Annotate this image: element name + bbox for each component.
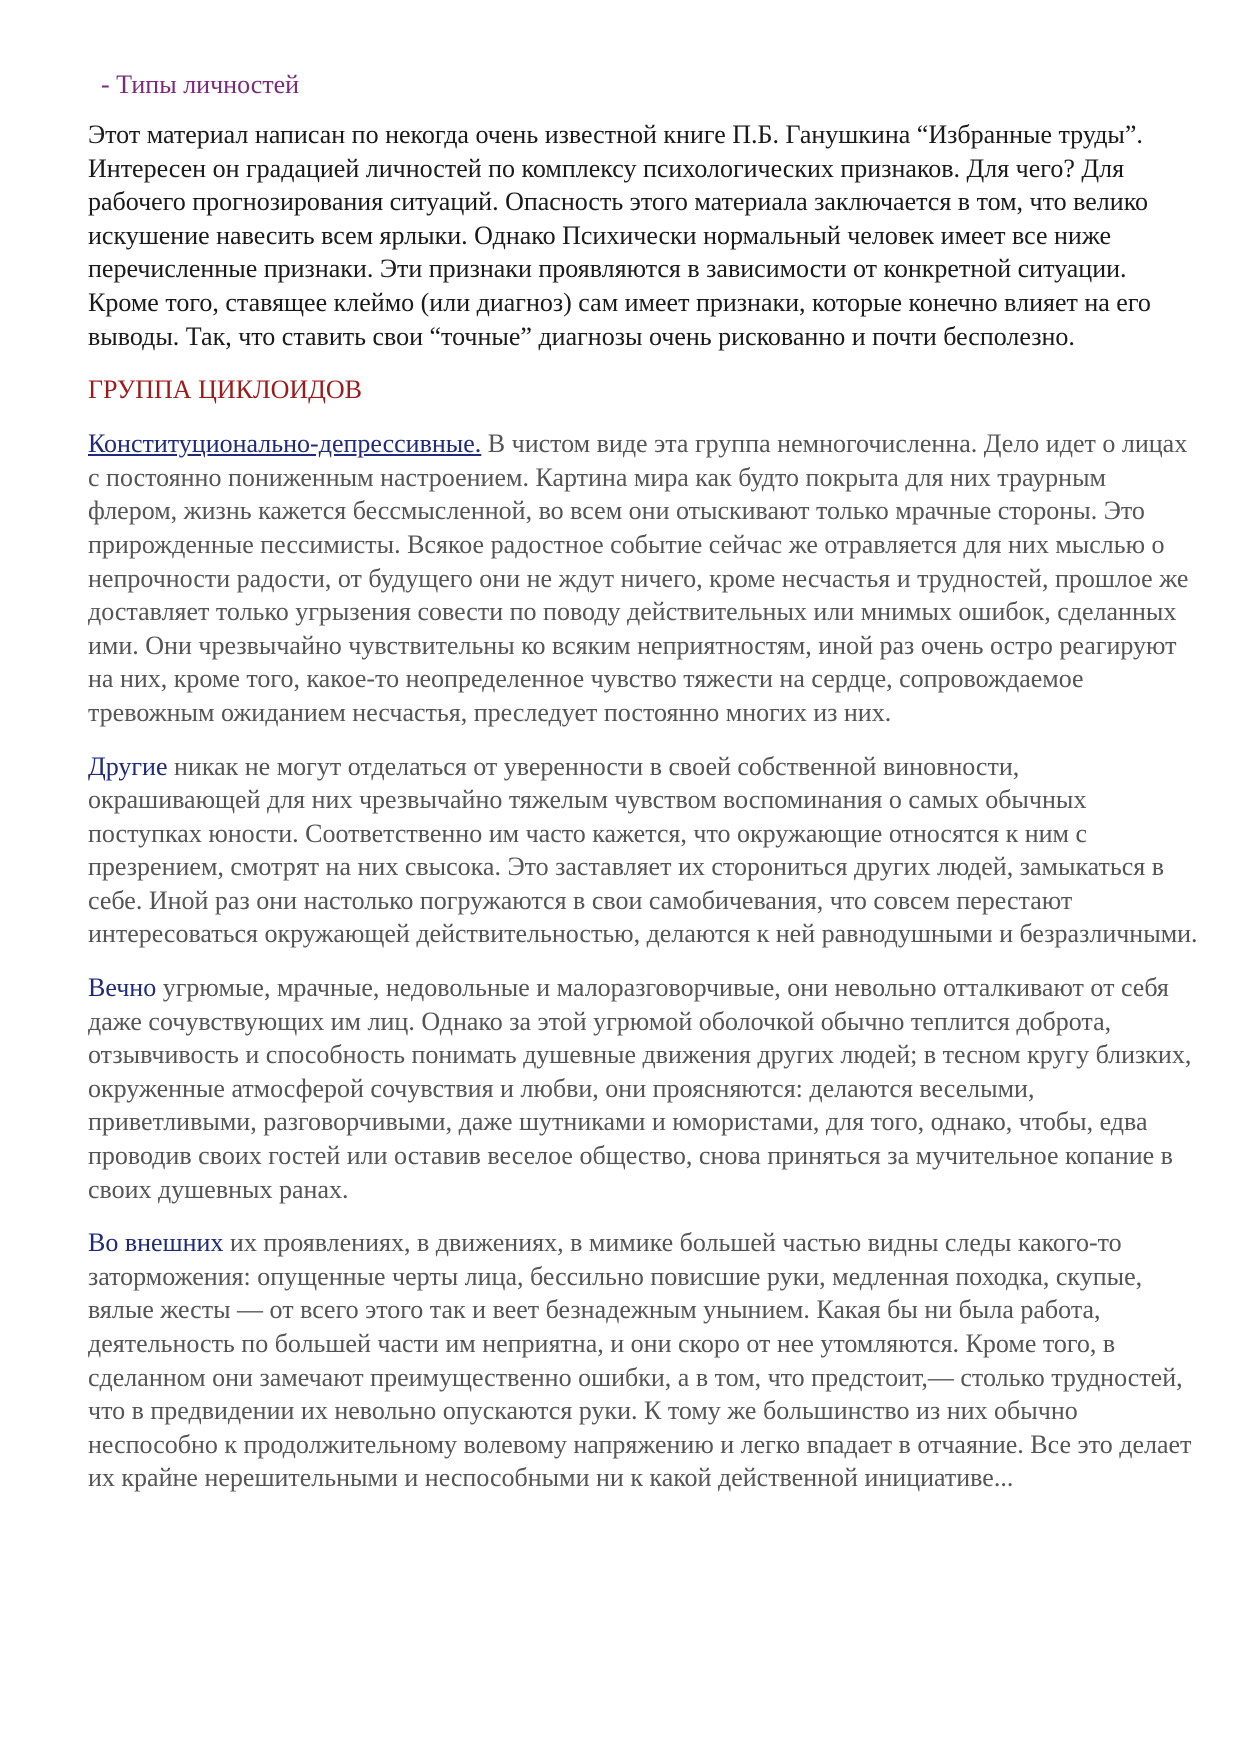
document-page <box>88 68 1198 1515</box>
paragraph-constitutional-depressive <box>88 427 1198 729</box>
lead-word: Вечно <box>88 973 157 1003</box>
lead-word: Другие <box>88 751 168 781</box>
paragraph-text: угрюмые, мрачные, недовольные и малоразговорчивые, они невольно отталкивают от себя даже сочувствующих им лиц. Однако за этой угрюмой оболочкой обычно теплится доброта, отзывчивость и способность понимать душевные движения других людей; в тесном кругу близких, окруженные атмосферой сочувствия и любви, они проясняются: делаются веселыми, приветливыми, разговорчивыми, даже шутниками и юмористами, для того, однако, чтобы, едва проводив своих гостей или оставив веселое общество, снова приняться за мучительное копание в своих душевных ранах. <box>88 973 1192 1204</box>
paragraph-text: В чистом виде эта группа немногочисленна. Дело идет о лицах с постоянно пониженным настроением. Картина мира как будто покрыта для них траурным флером, жизнь кажется бессмысленной, во всем они отыскивают только мрачные стороны. Это прирожденные пессимисты. Всякое радостное событие сейчас же отравляется для них мыслью о непрочности радости, от будущего они не ждут ничего, кроме несчастья и трудностей, прошлое же доставляет только угрызения совести по поводу действительных или мнимых ошибок, сделанных ими. Они чрезвычайно чувствительны ко всяким неприятностям, иной раз очень остро реагируют на них, кроме того, какое-то неопределенное чувство тяжести на сердце, сопровождаемое тревожным ожиданием несчастья, преследует постоянно многих из них. <box>88 429 1189 727</box>
paragraph-always <box>88 971 1198 1206</box>
term-link[interactable]: Конституционально-депрессивные. <box>88 429 482 459</box>
topic-heading: - Типы личностей <box>101 70 300 99</box>
lead-word: Во внешних <box>88 1228 224 1258</box>
paragraph-others <box>88 750 1198 952</box>
group-title: ГРУППА ЦИКЛОИДОВ <box>88 375 363 405</box>
paragraph-text: никак не могут отделаться от уверенности в своей собственной виновности, окрашивающей для них чрезвычайно тяжелым чувством воспоминания о самых обычных поступках юности. Соответственно им часто кажется, что окружающие относятся к ним с презрением, смотрят на них свысока. Это заставляет их сторониться других людей, замыкаться в себе. Иной раз они настолько погружаются в свои самобичевания, что совсем перестают интересоваться окружающей действительностью, делаются к ней равнодушными и безразличными. <box>88 751 1198 949</box>
paragraph-external <box>88 1226 1198 1495</box>
paragraph-text: их проявлениях, в движениях, в мимике большей частью видны следы какого-то заторможения: опущенные черты лица, бессильно повисшие руки, медленная походка, скупые, вялые жесты — от всего этого так и веет безнадежным унынием. Какая бы ни была работа, деятельность по большей части им неприятна, и они скоро от нее утомляются. Кроме того, в сделанном они замечают преимущественно ошибки, а в том, что предстоит,— столько трудностей, что в предвидении их невольно опускаются руки. К тому же большинство из них обычно неспособно к продолжительному волевому напряжению и легко впадает в отчаяние. Все это делает их крайне нерешительными и неспособными ни к какой действенной инициативе... <box>88 1228 1192 1493</box>
intro-paragraph: Этот материал написан по некогда очень известной книге П.Б. Ганушкина “Избранные труды”. Интересен он градацией личностей по комплексу психологических признаков. Для чего? Для рабочего прогнозирования ситуаций. Опасность этого материала заключается в том, что велико искушение навесить всем ярлыки. Однако Психически нормальный человек имеет все ниже перечисленные признаки. Эти признаки проявляются в зависимости от конкретной ситуации. Кроме того, ставящее клеймо (или диагноз) сам имеет признаки, которые конечно влияет на его выводы. Так, что ставить свои “точные” диагнозы очень рискованно и почти бесполезно. <box>88 120 1151 351</box>
